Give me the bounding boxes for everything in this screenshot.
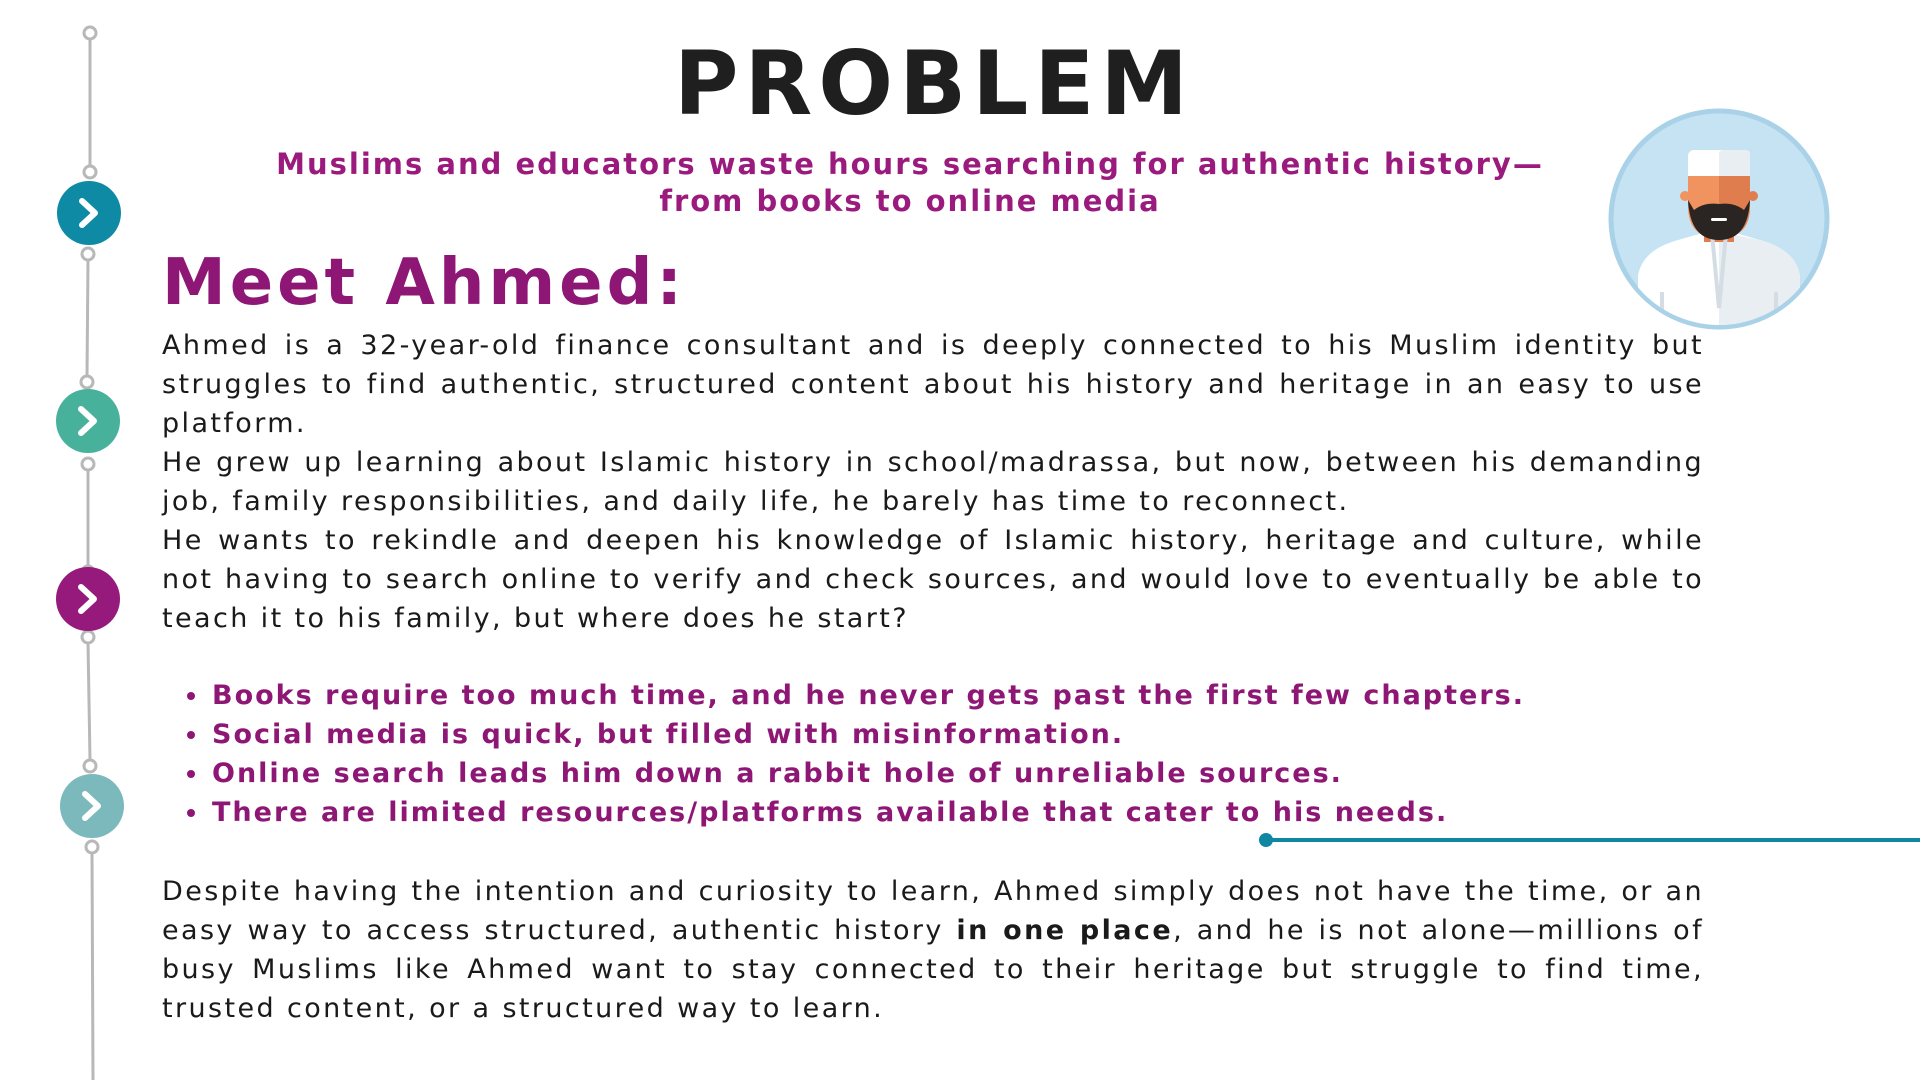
- section-heading: Meet Ahmed:: [162, 246, 686, 320]
- list-item: • There are limited resources/platforms available that cater to his needs.: [210, 793, 1525, 832]
- conclusion-paragraph: [162, 872, 1704, 1028]
- divider-line: [1258, 830, 1920, 850]
- timeline-node-4[interactable]: [60, 774, 124, 838]
- pain-points-list: [182, 676, 1525, 832]
- list-item: • Books require too much time, and he never gets past the first few chapters.: [210, 676, 1525, 715]
- timeline-node-3[interactable]: [56, 567, 120, 631]
- timeline-node-2[interactable]: [56, 389, 120, 453]
- intro-paragraph: He grew up learning about Islamic history in school/madrassa, but now, between his demanding job, family responsibilities, and daily life, he barely has time to reconnect.: [162, 447, 1704, 517]
- intro-paragraph: He wants to rekindle and deepen his knowledge of Islamic history, heritage and culture, while not having to search online to verify and check sources, and would love to eventually be able to teach it to his family, but where does he start?: [162, 525, 1704, 634]
- page-title: PROBLEM: [674, 32, 1194, 135]
- intro-paragraphs: [162, 326, 1704, 638]
- timeline: [0, 0, 140, 1080]
- list-item: • Online search leads him down a rabbit hole of unreliable sources.: [210, 754, 1525, 793]
- conclusion-text-end: , and he is not alone—millions of busy Muslims like Ahmed want to stay connected to their heritage but struggle to find time, trusted content, or a structured way to learn.: [162, 915, 1705, 1024]
- list-item: • Social media is quick, but filled with misinformation.: [210, 715, 1525, 754]
- conclusion-text: Despite having the intention and curiosity to learn, Ahmed simply does not have the time, or an easy way to access structured, authentic history: [162, 876, 1704, 946]
- timeline-node-1[interactable]: [57, 181, 121, 245]
- conclusion-emphasis: in one place: [956, 915, 1174, 946]
- page-subtitle: Muslims and educators waste hours searching for authentic history—from books to online media: [276, 147, 1544, 218]
- man-avatar-icon: [1608, 108, 1830, 330]
- intro-paragraph: Ahmed is a 32-year-old finance consultant and is deeply connected to his Muslim identity but struggles to find authentic, structured content about his history and heritage in an easy to use platform.: [162, 330, 1704, 439]
